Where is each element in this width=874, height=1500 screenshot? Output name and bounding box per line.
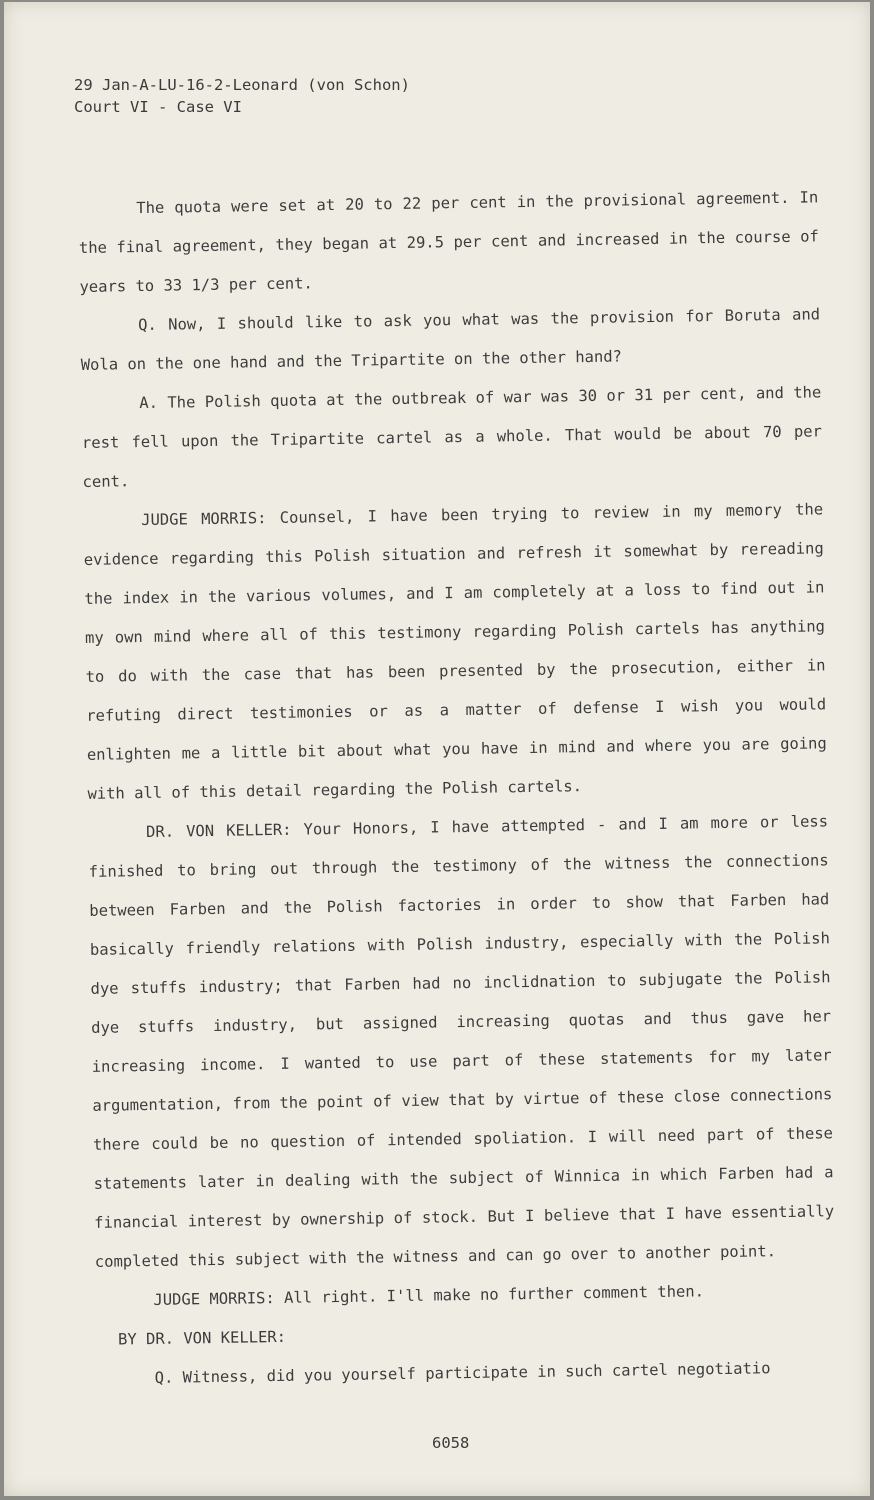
- page-number: 6058: [432, 1434, 470, 1452]
- paragraph-von-keller: DR. VON KELLER: Your Honors, I have attempted - and I am more or less finished to bring out through the testimony of the witness the connections between Farben and the Polish factories in order to show that Farben had basically friendly relations with Polish industry, especially with the Polish dye stuffs industry; that Farben had no inclidnation to subjugate the Polish dye stuffs industry, but assigned increasing quotas and thus gave her increasing income. I wanted to use part of these statements for my later argumentation, from the point of view that by virtue of these close connections there could be no question of intended spoliation. I will need part of these statements later in dealing with the subject of Winnica in which Farben had a financial interest by ownership of stock. But I believe that I have essentially completed this subject with the witness and can go over to another point.: [88, 812, 835, 1271]
- paragraph-judge-morris-reply: JUDGE MORRIS: All right. I'll make no further comment then.: [153, 1282, 705, 1309]
- paragraph-judge-morris: JUDGE MORRIS: Counsel, I have been trying to review in my memory the evidence regarding this Polish situation and refresh it somewhat by rereading the index in the various volumes, and I am completely at a loss to find out in my own mind where all of this testimony regarding Polish cartels has anything to do with the case that has been presented by the prosecution, either in refuting direct testimonies or as a matter of defense I wish you would enlighten me a little bit about what you have in mind and where you are going with all of this detail regarding the Polish cartels.: [83, 500, 827, 803]
- paragraph-quota: The quota were set at 20 to 22 per cent in the provisional agreement. In the final agreement, they began at 29.5 per cent and increased in the course of years to 33 1/3 per cent.: [78, 188, 819, 296]
- header-line-1: 29 Jan-A-LU-16-2-Leonard (von Schon): [74, 76, 410, 94]
- paragraph-question-witness: Q. Witness, did you yourself participate in such cartel negotiatio: [154, 1359, 771, 1387]
- document-page: [4, 2, 870, 1496]
- paragraph-by-von-keller: BY DR. VON KELLER:: [117, 1327, 287, 1349]
- transcript-body: [78, 178, 837, 1398]
- paragraph-answer-polish-quota: A. The Polish quota at the outbreak of war was 30 or 31 per cent, and the rest fell upon the Tripartite cartel as a whole. That would be about 70 per cent.: [81, 383, 823, 491]
- paragraph-question-boruta: Q. Now, I should like to ask you what was the provision for Boruta and Wola on the one hand and the Tripartite on the other hand?: [80, 305, 821, 374]
- header-line-2: Court VI - Case VI: [74, 98, 242, 116]
- document-header: [74, 74, 410, 118]
